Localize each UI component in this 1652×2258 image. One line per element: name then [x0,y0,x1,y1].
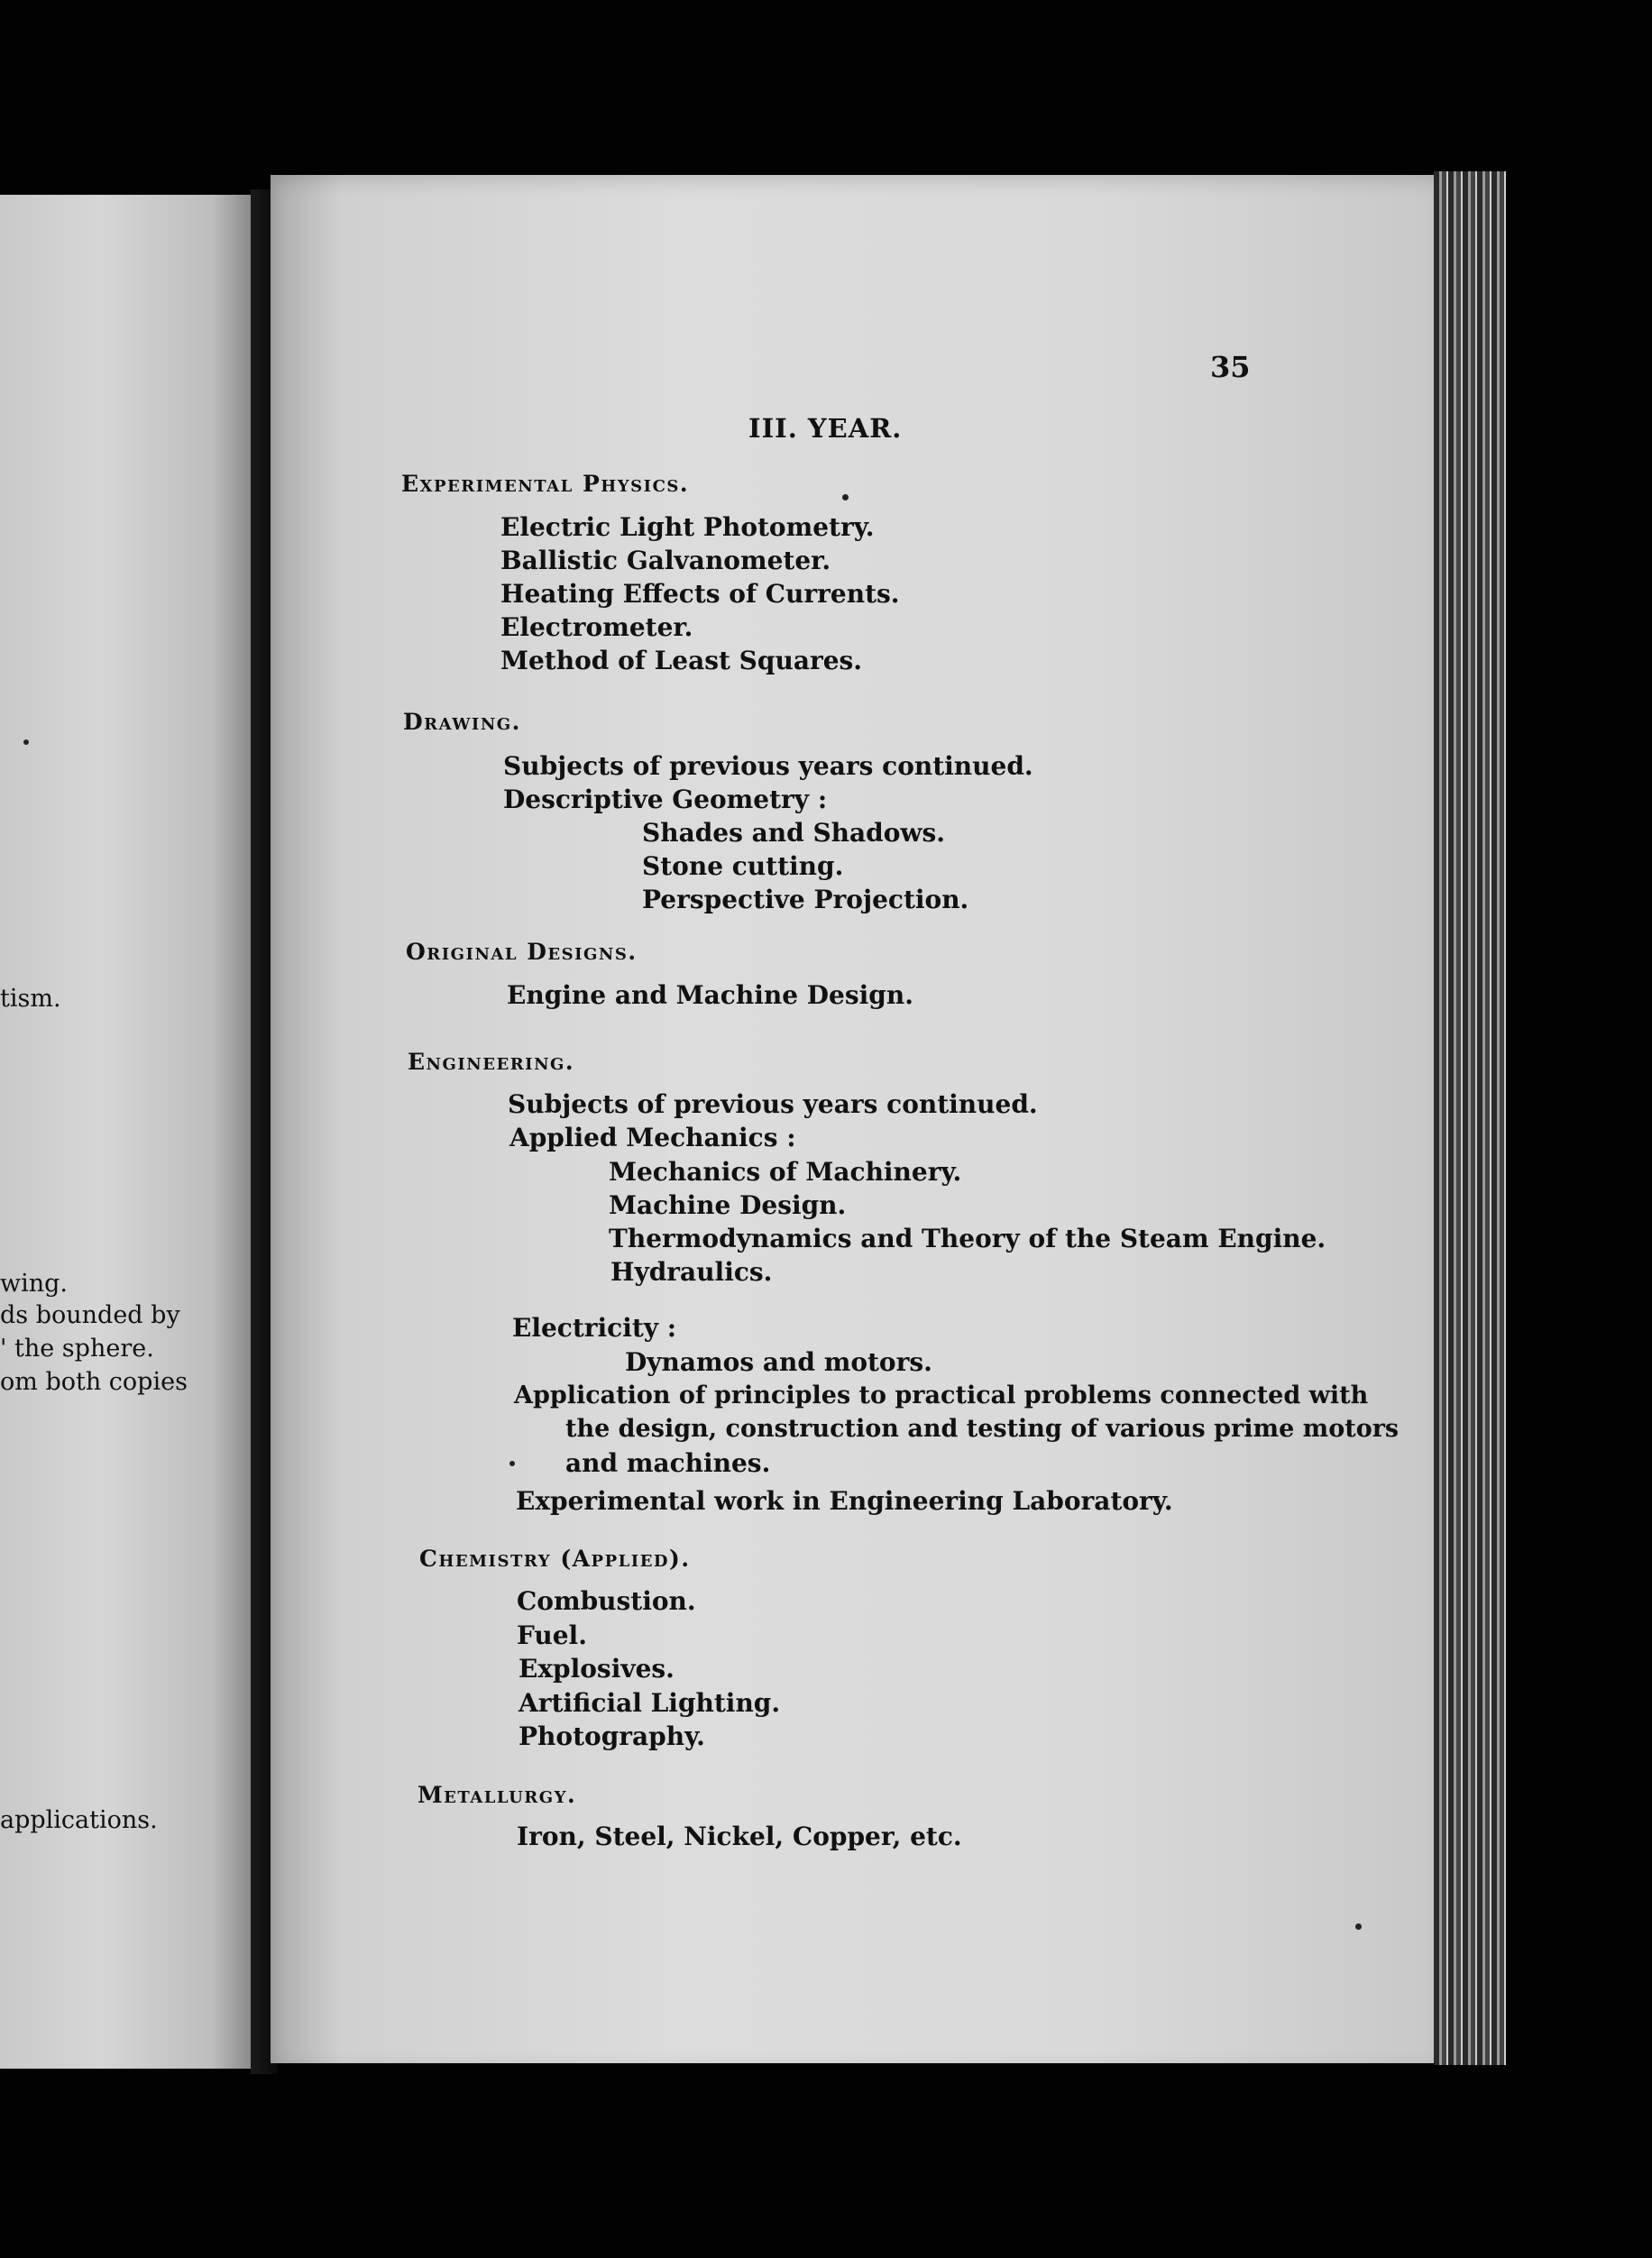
page-edges [1434,171,1506,2065]
main-page [271,175,1443,2063]
section-heading: Chemistry (Applied). [419,1546,691,1572]
list-item: Descriptive Geometry : [503,785,828,814]
list-item: Experimental work in Engineering Laboratory. [516,1486,1173,1516]
scan-speck [842,494,849,500]
section-heading: Metallurgy. [418,1782,577,1808]
left-fragment: applications. [0,1806,158,1834]
page-number: 35 [1210,350,1251,384]
list-item: Perspective Projection. [642,885,969,914]
list-item: Dynamos and motors. [625,1347,932,1377]
list-item: Combustion. [517,1586,696,1616]
list-item: Iron, Steel, Nickel, Copper, etc. [517,1822,962,1851]
list-item: Stone cutting. [642,851,844,881]
list-item: and machines. [565,1448,771,1478]
left-fragment: tism. [0,985,61,1013]
list-item: Hydraulics. [610,1257,773,1287]
list-item: Heating Effects of Currents. [500,579,900,609]
scan-speck [23,739,29,745]
list-item: the design, construction and testing of various prime motors [565,1415,1400,1443]
list-item: Ballistic Galvanometer. [500,546,831,575]
list-item: Electric Light Photometry. [500,512,875,542]
section-heading: Original Designs. [406,939,638,965]
list-item: Mechanics of Machinery. [609,1157,962,1187]
scan-speck [509,1461,515,1466]
list-item: Thermodynamics and Theory of the Steam Engine. [609,1224,1326,1253]
list-item: Shades and Shadows. [642,818,946,848]
left-fragment: wing. [0,1270,69,1298]
left-facing-page [0,195,251,2069]
section-heading: Engineering. [408,1049,575,1075]
list-item: Method of Least Squares. [500,646,863,675]
left-fragment: ' the sphere. [0,1335,154,1363]
list-item: Photography. [519,1721,705,1751]
list-item: Machine Design. [609,1190,847,1220]
section-heading: Experimental Physics. [401,471,690,497]
list-item: Electrometer. [500,612,693,642]
list-item: Subjects of previous years continued. [503,751,1033,781]
list-item: Artificial Lighting. [519,1688,781,1718]
section-heading: Drawing. [403,709,521,735]
page-title: III. YEAR. [748,413,903,444]
scan-speck [1355,1923,1362,1930]
left-fragment: om both copies [0,1368,188,1396]
list-item: Application of principles to practical problems connected with [514,1381,1369,1409]
left-fragment: ds bounded by [0,1301,180,1329]
list-item: Electricity : [512,1313,677,1343]
list-item: Applied Mechanics : [509,1123,796,1152]
list-item: Subjects of previous years continued. [508,1089,1038,1119]
list-item: Fuel. [517,1620,587,1650]
list-item: Engine and Machine Design. [507,980,913,1010]
list-item: Explosives. [519,1654,675,1684]
